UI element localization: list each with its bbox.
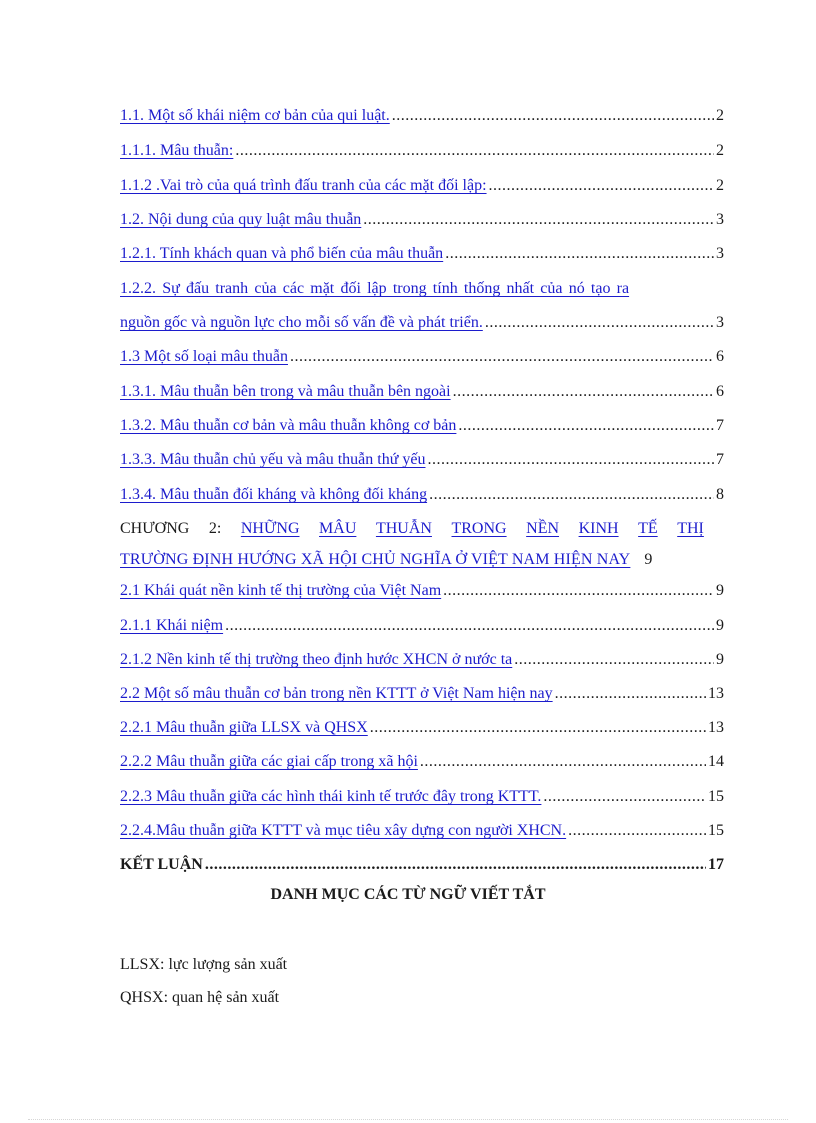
toc-entry-page: 2 bbox=[716, 107, 724, 124]
toc-entry-title[interactable]: KẾT LUẬN bbox=[120, 856, 203, 873]
toc-entry[interactable] bbox=[120, 646, 724, 670]
toc-entry-title[interactable]: 1.3.2. Mâu thuẫn cơ bản và mâu thuẫn không cơ bản bbox=[120, 417, 457, 434]
toc-entry[interactable] bbox=[120, 343, 724, 367]
toc-entry-page: 17 bbox=[708, 856, 724, 873]
abbreviation-item: QHSX: quan hệ sản xuất bbox=[120, 989, 280, 1006]
toc-entry-page: 15 bbox=[708, 788, 724, 805]
toc-entry-title[interactable]: 1.3.1. Mâu thuẫn bên trong và mâu thuẫn bên ngoài bbox=[120, 383, 451, 400]
chapter-word: CHƯƠNG bbox=[120, 520, 190, 537]
chapter-word[interactable]: TRONG bbox=[451, 520, 507, 537]
dot-leader bbox=[235, 141, 714, 161]
toc-entry[interactable] bbox=[120, 783, 724, 807]
toc-entry-line1[interactable] bbox=[120, 275, 724, 299]
dot-leader bbox=[568, 821, 706, 841]
toc-entry-title[interactable]: 2.2.2 Mâu thuẫn giữa các giai cấp trong xã hội bbox=[120, 753, 418, 770]
chapter-word[interactable]: THUẪN bbox=[375, 520, 432, 537]
toc-entry-title[interactable]: 2.2.4.Mâu thuẫn giữa KTTT và mục tiêu xây dựng con người XHCN. bbox=[120, 822, 567, 839]
toc-entry[interactable] bbox=[120, 240, 724, 264]
toc-entry[interactable] bbox=[120, 172, 724, 196]
toc-entry-conclusion[interactable] bbox=[120, 851, 724, 875]
toc-entry-title[interactable]: 2.2.1 Mâu thuẫn giữa LLSX và QHSX bbox=[120, 719, 368, 736]
toc-entry-page: 8 bbox=[716, 486, 724, 503]
toc-entry-page: 9 bbox=[716, 582, 724, 599]
dot-leader bbox=[225, 616, 714, 636]
dot-leader bbox=[543, 787, 706, 807]
toc-entry-page: 3 bbox=[716, 245, 724, 262]
dot-leader bbox=[485, 313, 714, 333]
toc-entry-title[interactable]: 2.2 Một số mâu thuẫn cơ bản trong nền KTTT ở Việt Nam hiện nay bbox=[120, 685, 553, 702]
dot-leader bbox=[453, 382, 714, 402]
dot-leader bbox=[429, 485, 714, 505]
dot-leader bbox=[458, 416, 714, 436]
toc-entry-page: 2 bbox=[716, 142, 724, 159]
dot-leader bbox=[205, 855, 706, 875]
dot-leader bbox=[370, 718, 706, 738]
toc-entry-title[interactable]: 1.1.1. Mâu thuẫn: bbox=[120, 142, 234, 159]
toc-entry-page: 7 bbox=[716, 451, 724, 468]
toc-entry-title[interactable]: 1.2.1. Tính khách quan và phổ biến của mâu thuẫn bbox=[120, 245, 444, 262]
toc-entry[interactable] bbox=[120, 680, 724, 704]
toc-entry-page: 7 bbox=[716, 417, 724, 434]
toc-entry[interactable] bbox=[120, 102, 724, 126]
toc-entry[interactable] bbox=[120, 309, 724, 333]
dot-leader bbox=[489, 176, 714, 196]
chapter-word[interactable]: NHỮNG bbox=[240, 520, 300, 537]
toc-entry-page: 9 bbox=[644, 551, 653, 568]
toc-entry[interactable] bbox=[120, 137, 724, 161]
toc-entry[interactable] bbox=[120, 546, 724, 570]
toc-entry-title[interactable]: 2.1.1 Khái niệm bbox=[120, 617, 224, 634]
toc-entry-title[interactable]: 2.2.3 Mâu thuẫn giữa các hình thái kinh tế trước đây trong KTTT. bbox=[120, 788, 542, 805]
toc-entry-page: 13 bbox=[708, 719, 724, 736]
toc-entry[interactable] bbox=[120, 748, 724, 772]
chapter-word[interactable]: THỊ bbox=[677, 520, 704, 537]
toc-entry-page: 9 bbox=[716, 651, 724, 668]
toc-entry-page: 14 bbox=[708, 753, 724, 770]
chapter-word[interactable]: MÂU bbox=[319, 520, 357, 537]
toc-entry-title[interactable]: 2.1.2 Nền kinh tế thị trường theo định hước XHCN ở nước ta bbox=[120, 651, 513, 668]
toc-entry-title[interactable]: 1.2. Nội dung của quy luật mâu thuẫn bbox=[120, 211, 362, 228]
dot-leader bbox=[363, 210, 714, 230]
toc-entry-page: 6 bbox=[716, 348, 724, 365]
dot-leader bbox=[445, 244, 714, 264]
toc-entry[interactable] bbox=[120, 817, 724, 841]
chapter-word[interactable]: NỀN bbox=[526, 520, 560, 537]
abbreviation-item: LLSX: lực lượng sản xuất bbox=[120, 956, 288, 973]
chapter-word[interactable]: TẾ bbox=[638, 520, 658, 537]
chapter-word[interactable]: KINH bbox=[578, 520, 619, 537]
toc-entry[interactable] bbox=[120, 612, 724, 636]
toc-entry-title[interactable]: 2.1 Khái quát nền kinh tế thị trường của Việt Nam bbox=[120, 582, 442, 599]
toc-entry[interactable] bbox=[120, 481, 724, 505]
toc-entry-title[interactable]: 1.1.2 .Vai trò của quá trình đấu tranh của các mặt đối lập: bbox=[120, 177, 487, 194]
toc-entry[interactable] bbox=[120, 412, 724, 436]
toc-entry-page: 15 bbox=[708, 822, 724, 839]
page-bottom-divider bbox=[28, 1119, 788, 1120]
abbreviations-heading: DANH MỤC CÁC TỪ NGỮ VIẾT TẮT bbox=[270, 886, 546, 903]
toc-entry-title[interactable]: 1.3 Một số loại mâu thuẫn bbox=[120, 348, 288, 365]
toc-entry-title[interactable]: 1.1. Một số khái niệm cơ bản của qui luật. bbox=[120, 107, 390, 124]
dot-leader bbox=[443, 581, 714, 601]
toc-entry-page: 2 bbox=[716, 177, 724, 194]
toc-entry[interactable] bbox=[120, 206, 724, 230]
toc-entry-page: 3 bbox=[716, 211, 724, 228]
toc-entry-page: 9 bbox=[716, 617, 724, 634]
toc-entry-title[interactable]: 1.3.3. Mâu thuẫn chủ yếu và mâu thuẫn thứ yếu bbox=[120, 451, 426, 468]
chapter-word: 2: bbox=[208, 520, 222, 537]
toc-entry-page: 3 bbox=[716, 314, 724, 331]
toc-entry-page: 6 bbox=[716, 383, 724, 400]
dot-leader bbox=[514, 650, 714, 670]
dot-leader bbox=[290, 347, 714, 367]
toc-entry-title[interactable]: TRƯỜNG ĐỊNH HƯỚNG XÃ HỘI CHỦ NGHĨA Ở VIỆT NAM HIỆN NAY bbox=[120, 551, 631, 568]
toc-entry-title[interactable]: 1.2.2. Sự đấu tranh của các mặt đối lập trong tính thống nhất của nó tạo ra bbox=[120, 280, 630, 297]
toc-entry-title[interactable]: 1.3.4. Mâu thuẫn đối kháng và không đối kháng bbox=[120, 486, 428, 503]
toc-entry-title[interactable]: nguồn gốc và nguồn lực cho mỗi số vấn đề và phát triển. bbox=[120, 314, 483, 331]
toc-entry[interactable] bbox=[120, 446, 724, 470]
dot-leader bbox=[420, 752, 706, 772]
toc-entry[interactable] bbox=[120, 378, 724, 402]
toc-entry-page: 13 bbox=[708, 685, 724, 702]
dot-leader bbox=[428, 450, 715, 470]
chapter-heading-line1[interactable] bbox=[120, 515, 704, 539]
toc-entry[interactable] bbox=[120, 714, 724, 738]
toc-entry[interactable] bbox=[120, 577, 724, 601]
dot-leader bbox=[392, 106, 714, 126]
dot-leader bbox=[555, 684, 706, 704]
